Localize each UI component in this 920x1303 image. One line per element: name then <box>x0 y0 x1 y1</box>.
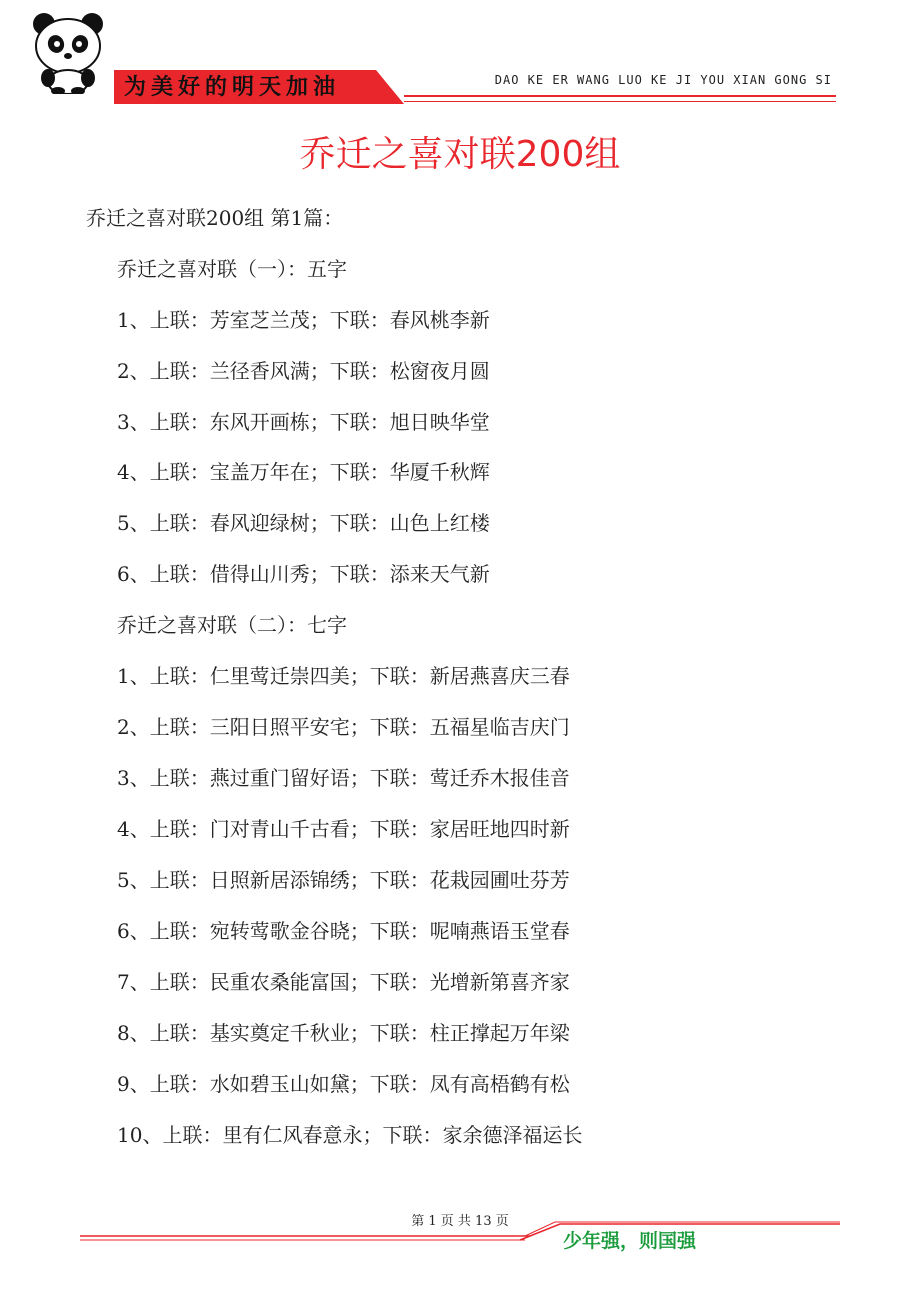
intro-line: 乔迁之喜对联200组 第1篇： <box>86 206 344 230</box>
couplet-item: 5、上联：日照新居添锦绣；下联：花栽园圃吐芬芳 <box>117 868 570 892</box>
couplet-item: 5、上联：春风迎绿树；下联：山色上红楼 <box>117 511 490 535</box>
couplet-item: 3、上联：东风开画栋；下联：旭日映华堂 <box>117 410 490 434</box>
couplet-item: 7、上联：民重农桑能富国；下联：光增新第喜齐家 <box>117 970 570 994</box>
section-heading: 乔迁之喜对联（二）：七字 <box>117 613 347 637</box>
couplet-item: 9、上联：水如碧玉山如黛；下联：凤有高梧鹤有松 <box>117 1072 570 1096</box>
header-divider-thin <box>404 101 836 102</box>
couplet-item: 1、上联：芳室芝兰茂；下联：春风桃李新 <box>117 308 490 332</box>
page-number: 第 1 页 共 13 页 <box>411 1214 509 1229</box>
couplet-item: 6、上联：宛转莺歌金谷晓；下联：呢喃燕语玉堂春 <box>117 919 570 943</box>
page-header <box>0 0 920 110</box>
document-title: 乔迁之喜对联200组 <box>299 134 621 175</box>
couplet-item: 3、上联：燕过重门留好语；下联：莺迁乔木报佳音 <box>117 766 570 790</box>
couplet-item: 1、上联：仁里莺迁崇四美；下联：新居燕喜庆三春 <box>117 664 570 688</box>
couplet-item: 10、上联：里有仁风春意永；下联：家余德泽福运长 <box>117 1123 583 1147</box>
section-heading: 乔迁之喜对联（一）：五字 <box>117 257 347 281</box>
couplet-item: 4、上联：门对青山千古看；下联：家居旺地四时新 <box>117 817 570 841</box>
couplet-item: 6、上联：借得山川秀；下联：添来天气新 <box>117 562 490 586</box>
footer-slogan: 少年强，则国强 <box>563 1230 697 1252</box>
company-name: DAO KE ER WANG LUO KE JI YOU XIAN GONG SI <box>494 73 832 87</box>
couplet-item: 2、上联：兰径香风满；下联：松窗夜月圆 <box>117 359 490 383</box>
footer-divider <box>80 1218 840 1248</box>
header-divider <box>404 95 836 97</box>
banner-text: 为美好的明天加油 <box>124 74 341 100</box>
couplet-item: 8、上联：基实奠定千秋业；下联：柱正撑起万年梁 <box>117 1021 570 1045</box>
couplet-item: 4、上联：宝盖万年在；下联：华厦千秋辉 <box>117 460 490 484</box>
couplet-item: 2、上联：三阳日照平安宅；下联：五福星临吉庆门 <box>117 715 570 739</box>
panda-logo-icon <box>30 10 106 94</box>
